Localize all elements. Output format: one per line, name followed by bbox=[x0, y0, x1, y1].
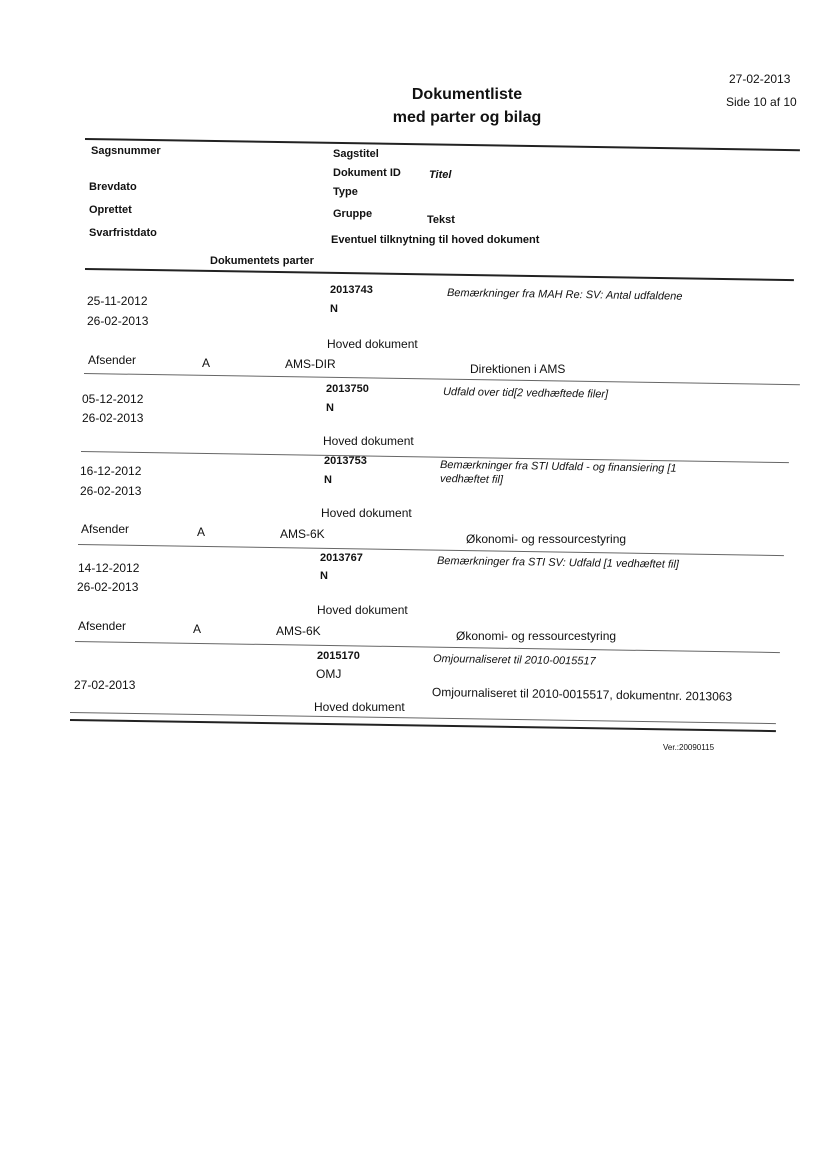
record-1-oprettet: 26-02-2013 bbox=[87, 314, 149, 328]
record-4-oprettet: 26-02-2013 bbox=[77, 580, 139, 594]
record-4-party-name: Økonomi- og ressourcestyring bbox=[456, 629, 617, 643]
record-2-type: N bbox=[326, 402, 334, 414]
record-3-id: 2013753 bbox=[324, 455, 367, 467]
record-2-oprettet: 26-02-2013 bbox=[82, 411, 144, 425]
record-1-group: Hoved dokument bbox=[327, 337, 418, 351]
header-top-rule bbox=[85, 138, 800, 151]
col-eventuel-tilknytning: Eventuel tilknytning til hoved dokument bbox=[331, 234, 540, 246]
record-divider bbox=[78, 544, 784, 556]
record-4-group: Hoved dokument bbox=[317, 603, 408, 617]
col-oprettet: Oprettet bbox=[89, 204, 132, 216]
record-1-brevdato: 25-11-2012 bbox=[87, 294, 148, 308]
col-svarfristdato: Svarfristdato bbox=[89, 227, 157, 239]
record-2-group: Hoved dokument bbox=[323, 434, 414, 448]
record-4-party-role: Afsender bbox=[78, 619, 127, 633]
record-5-title: Omjournaliseret til 2010-0015517 bbox=[432, 653, 596, 668]
header-bottom-rule bbox=[85, 268, 794, 281]
page-number: Side 10 af 10 bbox=[726, 95, 797, 109]
col-titel: Titel bbox=[429, 169, 452, 181]
record-3-title-line2: vedhæftet fil] bbox=[439, 473, 504, 486]
record-3-title: Bemærkninger fra STI Udfald - og finansiering [1 bbox=[439, 459, 677, 475]
record-4-brevdato: 14-12-2012 bbox=[78, 561, 140, 575]
record-3-party-role: Afsender bbox=[81, 522, 130, 536]
record-5-group: Hoved dokument bbox=[314, 700, 405, 714]
col-dokumentets-parter: Dokumentets parter bbox=[210, 255, 314, 267]
record-1-title: Bemærkninger fra MAH Re: SV: Antal udfaldene bbox=[446, 287, 683, 303]
document-subtitle: med parter og bilag bbox=[392, 109, 542, 126]
record-divider bbox=[81, 451, 789, 463]
record-1-party-code: A bbox=[202, 356, 211, 370]
record-1-party-name: Direktionen i AMS bbox=[470, 362, 566, 376]
record-1-id: 2013743 bbox=[330, 284, 373, 296]
print-date: 27-02-2013 bbox=[729, 72, 791, 86]
record-3-party-name: Økonomi- og ressourcestyring bbox=[466, 532, 627, 546]
col-dokument-id: Dokument ID bbox=[333, 167, 401, 179]
record-3-group: Hoved dokument bbox=[321, 506, 412, 520]
record-3-party-org: AMS-6K bbox=[280, 527, 325, 541]
record-1-party-org: AMS-DIR bbox=[285, 357, 336, 371]
record-4-type: N bbox=[320, 570, 328, 582]
record-1-type: N bbox=[330, 303, 338, 315]
col-sagstitel: Sagstitel bbox=[333, 148, 379, 160]
record-2-id: 2013750 bbox=[326, 383, 369, 395]
record-2-brevdato: 05-12-2012 bbox=[82, 392, 144, 406]
col-gruppe: Gruppe bbox=[333, 208, 373, 220]
version-label: Ver.:20090115 bbox=[663, 743, 715, 752]
record-divider bbox=[75, 641, 780, 653]
record-5-text: Omjournaliseret til 2010-0015517, dokumentnr. 2013063 bbox=[431, 685, 733, 704]
record-4-party-org: AMS-6K bbox=[276, 624, 321, 638]
col-type: Type bbox=[333, 186, 358, 198]
record-5-brevdato: 27-02-2013 bbox=[74, 678, 136, 692]
col-sagsnummer: Sagsnummer bbox=[91, 145, 161, 157]
col-tekst: Tekst bbox=[427, 214, 455, 226]
record-divider bbox=[84, 373, 800, 385]
record-3-party-code: A bbox=[197, 525, 206, 539]
record-2-title: Udfald over tid[2 vedhæftede filer] bbox=[442, 386, 609, 401]
record-4-party-code: A bbox=[193, 622, 202, 636]
record-5-id: 2015170 bbox=[317, 650, 360, 662]
document-title: Dokumentliste bbox=[411, 86, 523, 103]
record-5-type: OMJ bbox=[316, 667, 342, 681]
record-4-title: Bemærkninger fra STI SV: Udfald [1 vedhæftet fil] bbox=[436, 555, 679, 571]
record-1-party-role: Afsender bbox=[88, 353, 137, 367]
record-3-oprettet: 26-02-2013 bbox=[80, 484, 142, 498]
col-brevdato: Brevdato bbox=[89, 181, 137, 193]
record-3-type: N bbox=[324, 474, 332, 486]
record-3-brevdato: 16-12-2012 bbox=[80, 464, 142, 478]
record-4-id: 2013767 bbox=[320, 552, 363, 564]
